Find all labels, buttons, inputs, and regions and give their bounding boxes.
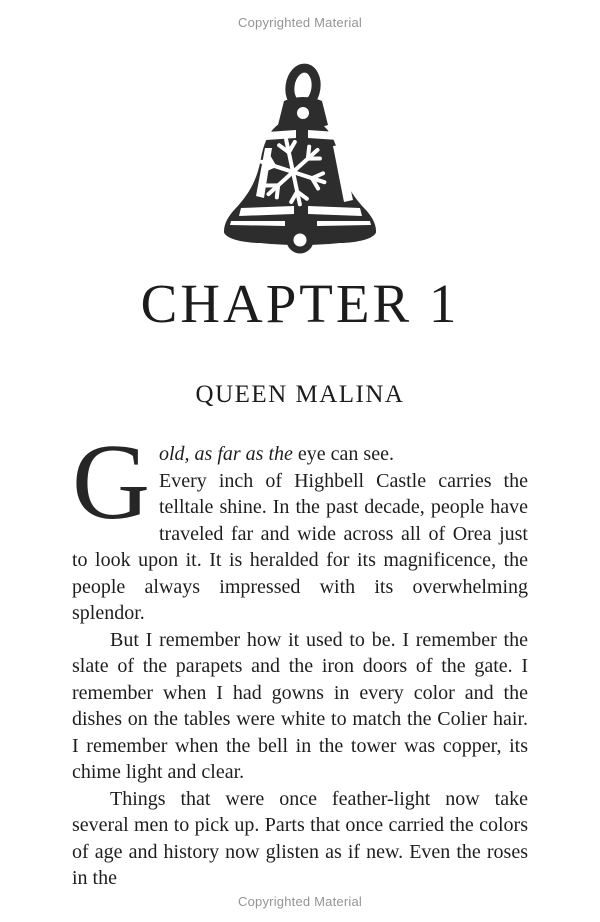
copyright-notice-bottom: Copyrighted Material <box>238 894 362 909</box>
paragraph-3: Things that were once feather-light now take several men to pick up. Parts that once carried the colors of age and history now glisten as if new. Even the roses in the <box>72 787 528 889</box>
opening-rest-text: eye can see. <box>292 443 394 465</box>
paragraph-1-text: Every inch of Highbell Castle carries the telltale shine. In the past decade, people have traveled far and wide across all of Orea just to look upon it. It is heralded for its magnificence, the people always impressed with its overwhelming splendor. <box>72 469 528 624</box>
paragraph-2: But I remember how it used to be. I remember the slate of the parapets and the iron doors of the gate. I remember when I had gowns in every color and the dishes on the tables were white to match the Colier hair. I remember when the bell in the tower was copper, its chime light and clear. <box>72 628 528 783</box>
opening-italic-text: old, as far as the <box>159 443 293 465</box>
chapter-title: CHAPTER 1 <box>140 273 460 334</box>
drop-cap: G <box>72 423 150 542</box>
chapter-ornament <box>0 60 600 256</box>
paragraph-opening <box>72 423 528 627</box>
bell-snowflake-icon <box>215 60 385 256</box>
chapter-body <box>72 423 528 892</box>
section-title: QUEEN MALINA <box>195 381 405 408</box>
copyright-notice-top: Copyrighted Material <box>238 15 362 30</box>
